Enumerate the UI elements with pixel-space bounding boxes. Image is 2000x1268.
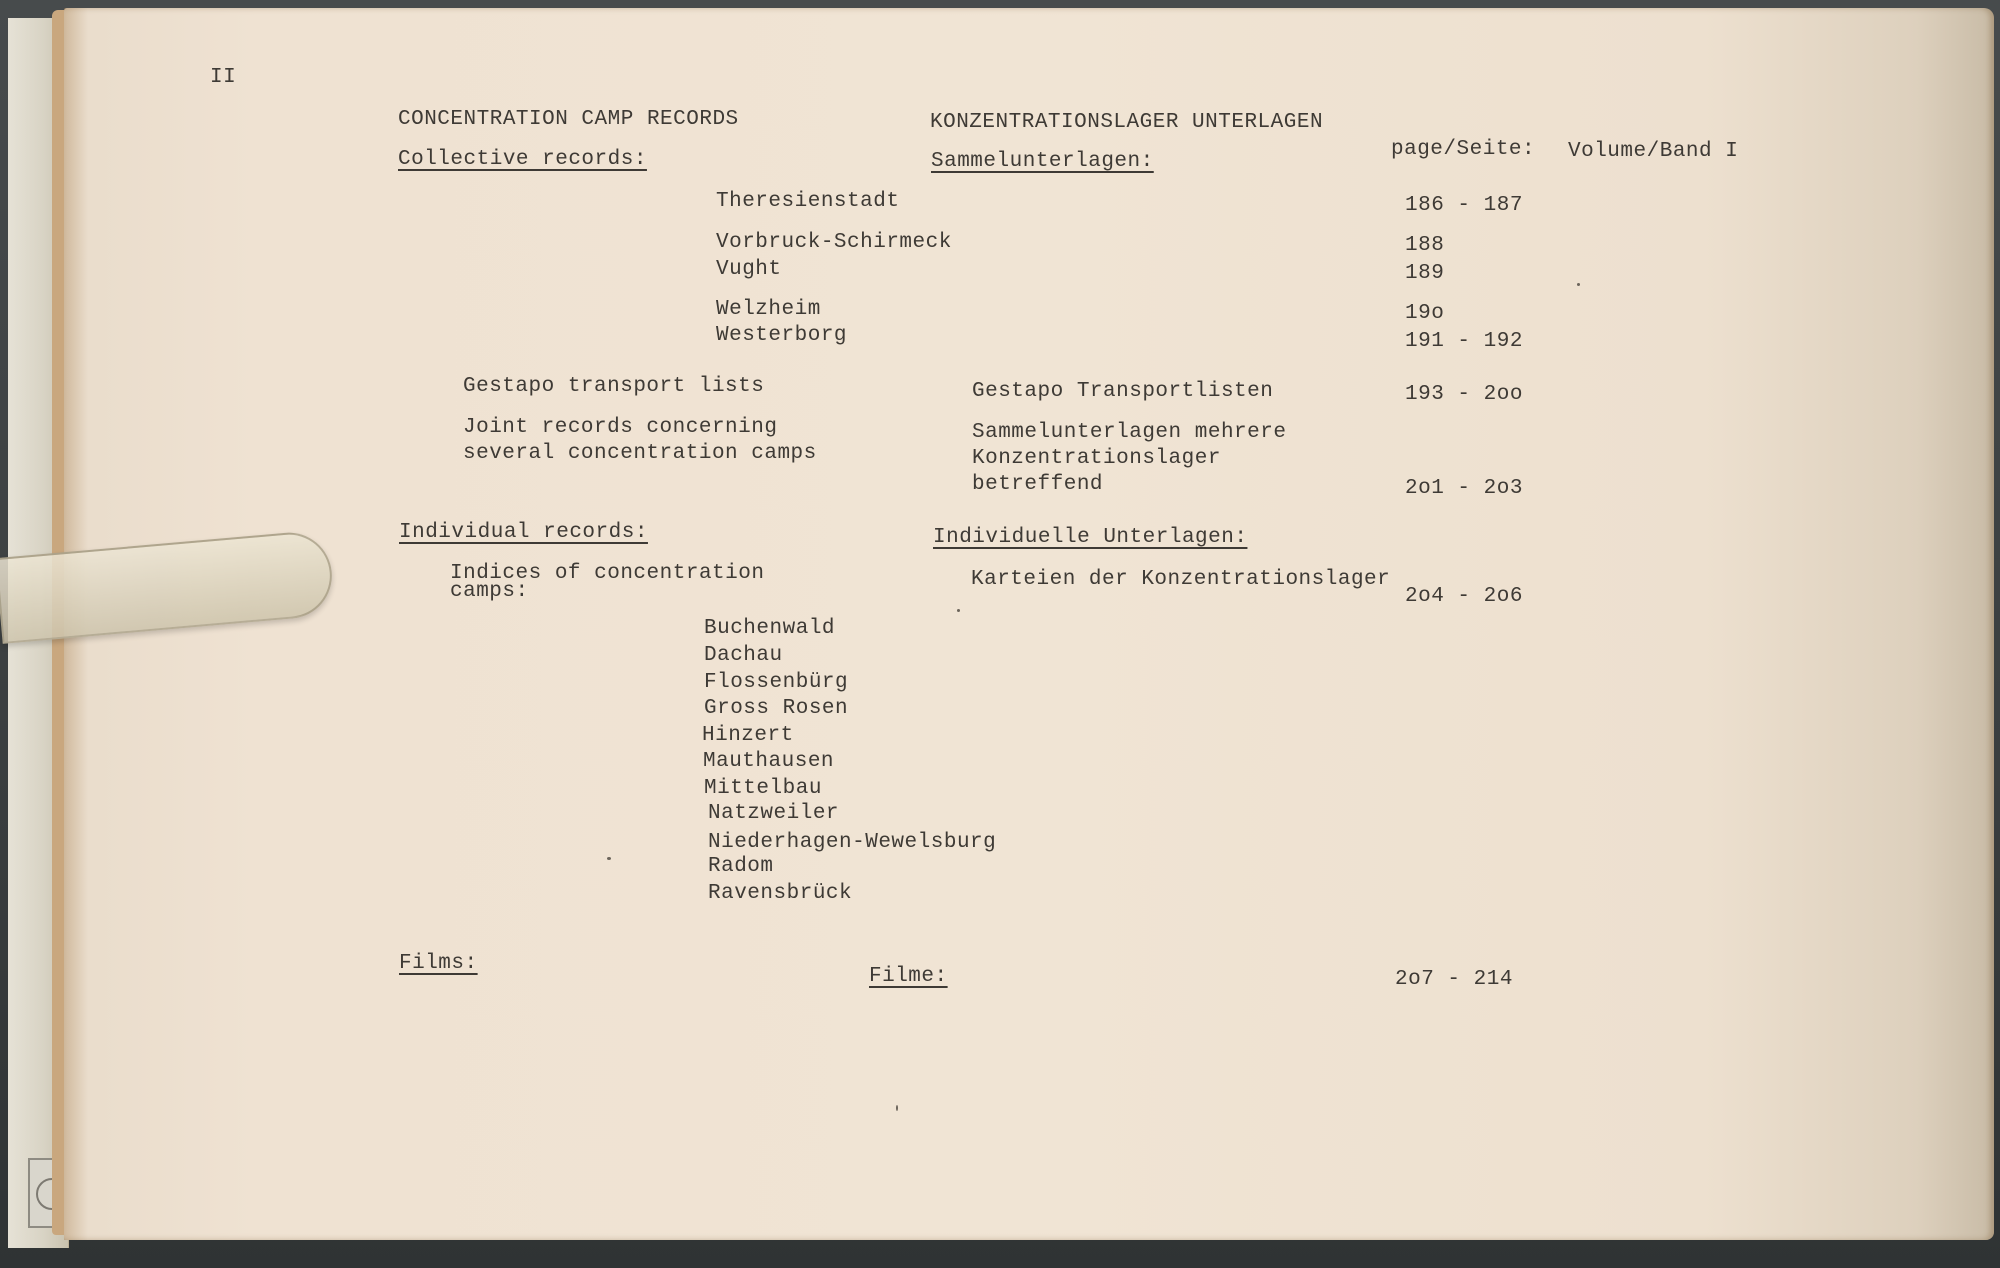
camp-index-item: Niederhagen-Wewelsburg bbox=[708, 831, 997, 854]
camp-index-item: Gross Rosen bbox=[704, 697, 849, 720]
indices-english-line2: camps: bbox=[450, 580, 529, 603]
gestapo-english: Gestapo transport lists bbox=[463, 375, 765, 398]
indices-pages: 2o4 - 2o6 bbox=[1405, 585, 1523, 608]
paper-speck bbox=[607, 857, 611, 860]
camp-index-item: Radom bbox=[708, 855, 774, 878]
films-english: Films: bbox=[399, 952, 478, 975]
title-english: CONCENTRATION CAMP RECORDS bbox=[398, 108, 739, 131]
title-german: KONZENTRATIONSLAGER UNTERLAGEN bbox=[930, 111, 1324, 134]
indices-english-line1: Indices of concentration bbox=[450, 562, 765, 585]
individual-heading-german: Individuelle Unterlagen: bbox=[933, 526, 1248, 549]
camp-pages: 189 bbox=[1405, 262, 1445, 285]
volume-label: Volume/Band I bbox=[1568, 140, 1739, 163]
individual-heading-english: Individual records: bbox=[399, 521, 648, 544]
paper-speck bbox=[896, 1105, 898, 1111]
page-number: II bbox=[210, 66, 237, 89]
page-column-label: page/Seite: bbox=[1391, 138, 1536, 161]
camp-name: Welzheim bbox=[716, 298, 821, 321]
camp-index-item: Mauthausen bbox=[703, 750, 835, 773]
gestapo-pages: 193 - 2oo bbox=[1405, 383, 1523, 406]
indices-german: Karteien der Konzentrationslager bbox=[971, 568, 1391, 591]
camp-name: Theresienstadt bbox=[716, 190, 900, 213]
camp-name: Vorbruck-Schirmeck bbox=[716, 231, 952, 254]
camp-index-item: Mittelbau bbox=[704, 777, 822, 800]
camp-index-item: Buchenwald bbox=[704, 617, 836, 640]
camp-index-item: Dachau bbox=[704, 644, 783, 667]
camp-index-item: Flossenbürg bbox=[704, 671, 849, 694]
camp-name: Westerborg bbox=[716, 324, 848, 347]
camp-pages: 19o bbox=[1405, 302, 1445, 325]
films-pages: 2o7 - 214 bbox=[1395, 968, 1513, 991]
joint-german-line1: Sammelunterlagen mehrere bbox=[972, 421, 1287, 444]
joint-english-line2: several concentration camps bbox=[463, 442, 817, 465]
joint-german-line3: betreffend bbox=[972, 473, 1104, 496]
paper-speck bbox=[957, 609, 960, 612]
joint-english-line1: Joint records concerning bbox=[463, 416, 778, 439]
collective-heading-english: Collective records: bbox=[398, 148, 647, 171]
films-german: Filme: bbox=[869, 965, 948, 988]
document-page bbox=[64, 8, 1994, 1240]
camp-pages: 186 - 187 bbox=[1405, 194, 1523, 217]
paper-speck bbox=[1577, 283, 1580, 286]
camp-index-item: Ravensbrück bbox=[708, 882, 853, 905]
camp-pages: 188 bbox=[1405, 234, 1445, 257]
joint-german-line2: Konzentrationslager bbox=[972, 447, 1221, 470]
camp-pages: 191 - 192 bbox=[1405, 330, 1523, 353]
camp-name: Vught bbox=[716, 258, 782, 281]
collective-heading-german: Sammelunterlagen: bbox=[931, 150, 1154, 173]
camp-index-item: Natzweiler bbox=[708, 802, 840, 825]
camp-index-item: Hinzert bbox=[702, 724, 794, 747]
joint-pages: 2o1 - 2o3 bbox=[1405, 477, 1523, 500]
gestapo-german: Gestapo Transportlisten bbox=[972, 380, 1274, 403]
